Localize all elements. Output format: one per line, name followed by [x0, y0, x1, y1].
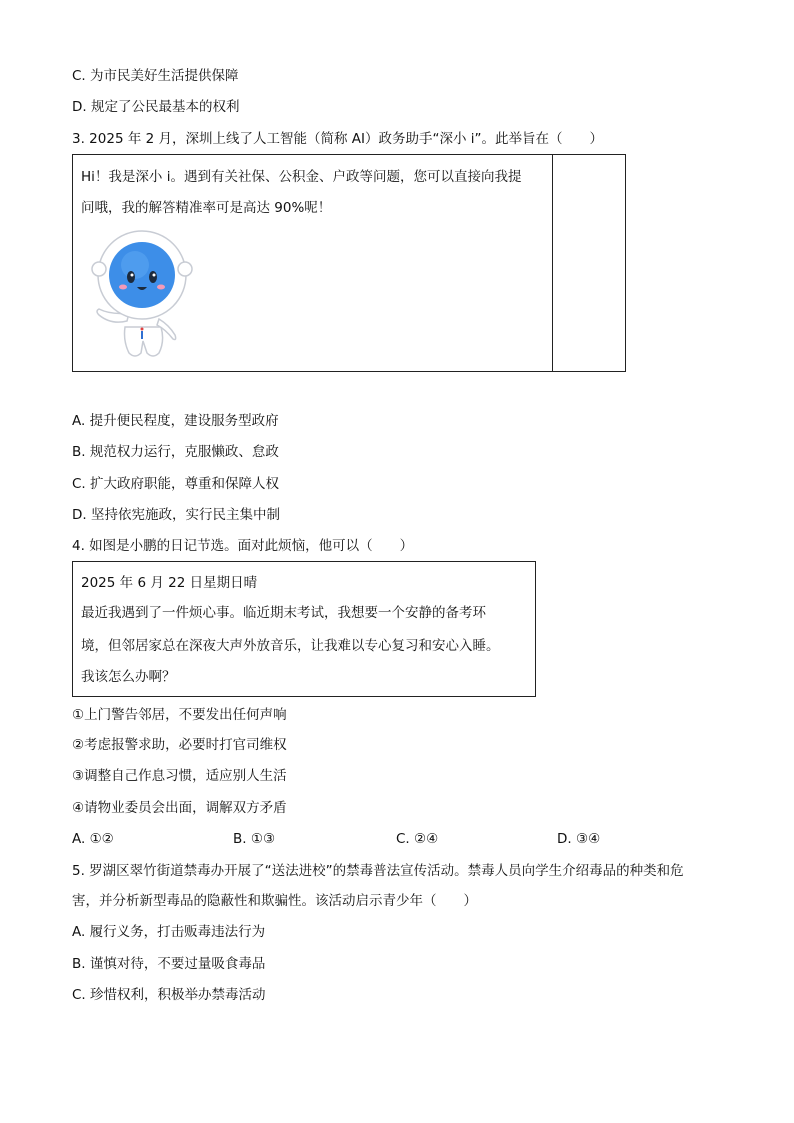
q4-option-b: B. ①③: [233, 831, 276, 847]
q4-diary-line-1: 最近我遇到了一件烦心事。临近期末考试，我想要一个安静的备考环: [81, 605, 486, 621]
q5-option-b: B. 谨慎对待，不要过量吸食毒品: [72, 956, 266, 972]
q3-material-box: [72, 154, 626, 372]
q4-option-d: D. ③④: [557, 831, 601, 847]
q3-option-d: D. 坚持依宪施政，实行民主集中制: [72, 507, 280, 523]
q3-option-b: B. 规范权力运行，克服懒政、怠政: [72, 444, 279, 460]
q5-option-a: A. 履行义务，打击贩毒违法行为: [72, 924, 266, 940]
q2-option-d: D. 规定了公民最基本的权利: [72, 99, 240, 115]
q4-option-a: A. ①②: [72, 831, 114, 847]
q4-item-1: ①上门警告邻居，不要发出任何声响: [72, 707, 287, 723]
q4-item-2: ②考虑报警求助，必要时打官司维权: [72, 737, 287, 753]
q5-stem-line-1: 5. 罗湖区翠竹街道禁毒办开展了“送法进校”的禁毒普法宣传活动。禁毒人员向学生介绍毒品的种类和危: [72, 863, 684, 879]
q4-item-3: ③调整自己作息习惯，适应别人生活: [72, 768, 287, 784]
q4-option-c: C. ②④: [396, 831, 439, 847]
q5-option-c: C. 珍惜权利，积极举办禁毒活动: [72, 987, 266, 1003]
q3-box-text-line-2: 问哦，我的解答精准率可是高达 90%呢！: [81, 200, 332, 216]
q2-option-c: C. 为市民美好生活提供保障: [72, 68, 239, 84]
q3-box-divider: [552, 155, 553, 371]
q4-stem: 4. 如图是小鹏的日记节选。面对此烦恼，他可以（ ）: [72, 538, 414, 554]
q4-diary-date: 2025 年 6 月 22 日星期日晴: [81, 575, 258, 591]
q4-diary-line-2: 境，但邻居家总在深夜大声外放音乐，让我难以专心复习和安心入睡。: [81, 638, 500, 654]
ai-assistant-mascot-image: [87, 229, 197, 361]
q3-box-text-line-1: Hi！我是深小 i。遇到有关社保、公积金、户政等问题，您可以直接向我提: [81, 169, 522, 185]
q5-stem-line-2: 害，并分析新型毒品的隐蔽性和欺骗性。该活动启示青少年（ ）: [72, 893, 477, 909]
q3-stem: 3. 2025 年 2 月，深圳上线了人工智能（简称 AI）政务助手“深小 i”。此举旨在（ ）: [72, 131, 604, 147]
q3-option-c: C. 扩大政府职能，尊重和保障人权: [72, 476, 280, 492]
q3-option-a: A. 提升便民程度，建设服务型政府: [72, 413, 279, 429]
q4-diary-box: [72, 561, 536, 697]
q4-diary-line-3: 我该怎么办啊？: [81, 669, 176, 685]
q4-item-4: ④请物业委员会出面，调解双方矛盾: [72, 800, 287, 816]
